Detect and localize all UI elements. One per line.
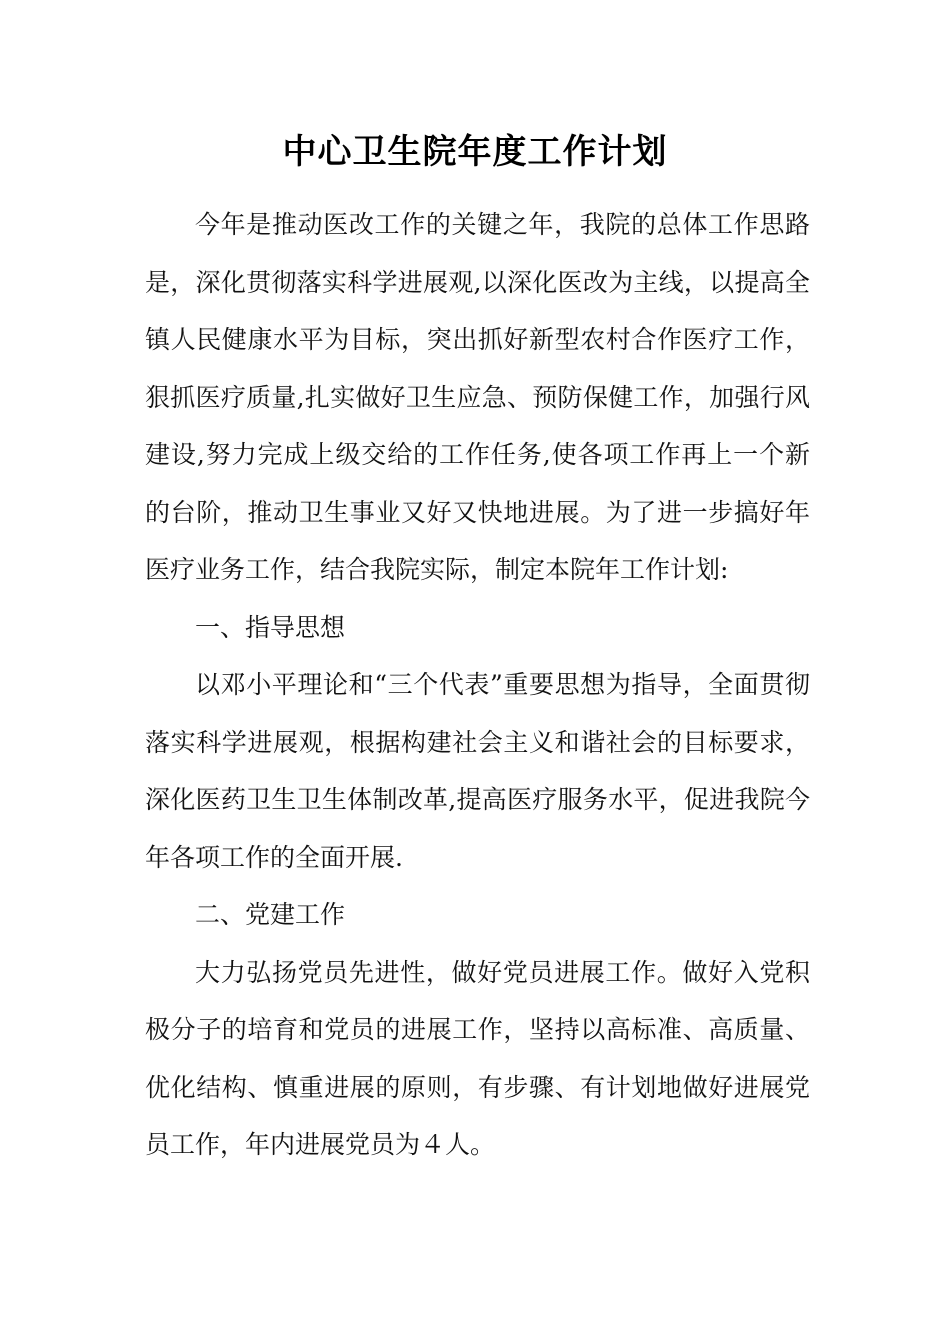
document-title: 中心卫生院年度工作计划 [282, 132, 668, 172]
section-heading-guiding-thought: 一、指导思想 [195, 612, 346, 642]
intro-paragraph: 今年是推动医改工作的关键之年，我院的总体工作思路是，深化贯彻落实科学进展观,以深化医改为主线，以提高全镇人民健康水平为目标，突出抓好新型农村合作医疗工作，狠抓医疗质量,扎实做好卫生应急、预防保健工作，加强行风建设,努力完成上级交给的工作任务,使各项工作再上一个新的台阶，推动卫生事业又好又快地进展。为了进一步搞好年医疗业务工作，结合我院实际，制定本院年工作计划: [145, 210, 810, 584]
section-heading-party-building: 二、党建工作 [195, 900, 346, 929]
document-body [145, 196, 810, 1174]
section-body-guiding-thought: 以邓小平理论和“三个代表”重要思想为指导，全面贯彻落实科学进展观，根据构建社会主义和谐社会的目标要求，深化医药卫生卫生体制改革,提高医疗服务水平，促进我院今年各项工作的全面开展. [145, 670, 810, 872]
section-body-party-building: 大力弘扬党员先进性，做好党员进展工作。做好入党积极分子的培育和党员的进展工作，坚持以高标准、高质量、优化结构、慎重进展的原则，有步骤、有计划地做好进展党员工作，年内进展党员为４人。 [145, 957, 810, 1159]
